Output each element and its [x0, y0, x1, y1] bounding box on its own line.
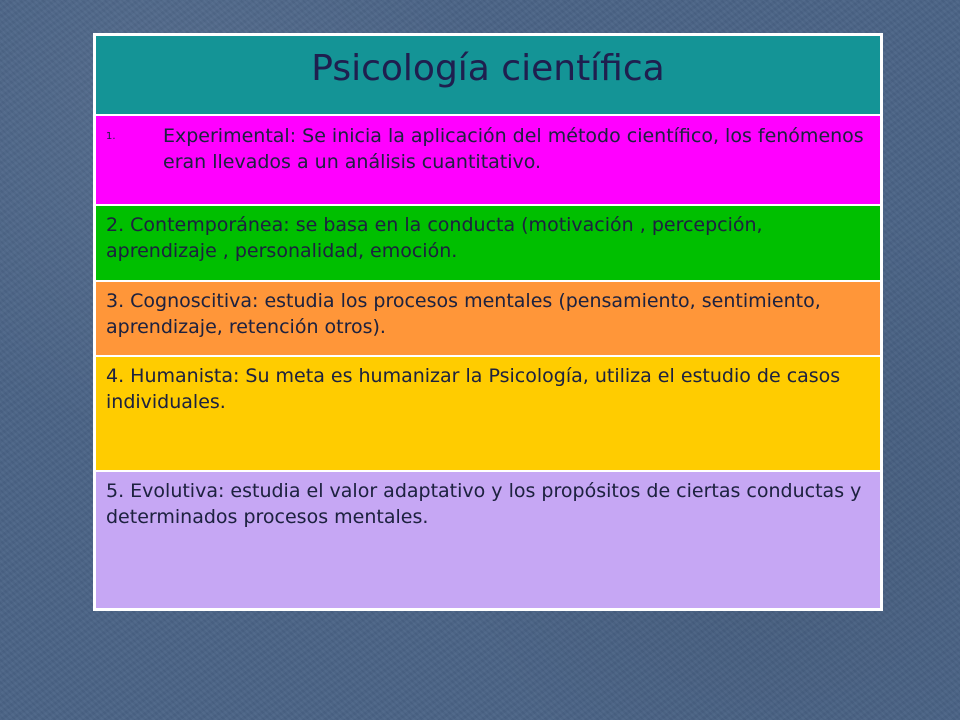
contemporanea-text: 2. Contemporánea: se basa en la conducta (motivación , percepción, aprendizaje , personalidad, emoción. [106, 214, 763, 262]
cognoscitiva-text: 3. Cognoscitiva: estudia los procesos mentales (pensamiento, sentimiento, aprendizaje, retención otros). [106, 290, 821, 338]
experimental-number: 1. [106, 131, 116, 142]
experimental-text: Experimental: Se inicia la aplicación del método científico, los fenómenos eran llevados a un análisis cuantitativo. [163, 125, 864, 173]
evolutiva-cell [96, 472, 880, 608]
title-cell [96, 36, 880, 116]
humanista-cell [96, 357, 880, 472]
humanista-text: 4. Humanista: Su meta es humanizar la Psicología, utiliza el estudio de casos individuales. [106, 365, 841, 413]
psychology-table [93, 33, 883, 611]
evolutiva-text: 5. Evolutiva: estudia el valor adaptativo y los propósitos de ciertas conductas y determinados procesos mentales. [106, 480, 862, 528]
slide-title: Psicología científica [311, 48, 665, 89]
contemporanea-cell [96, 206, 880, 282]
cognoscitiva-cell [96, 282, 880, 357]
experimental-cell [96, 116, 880, 206]
